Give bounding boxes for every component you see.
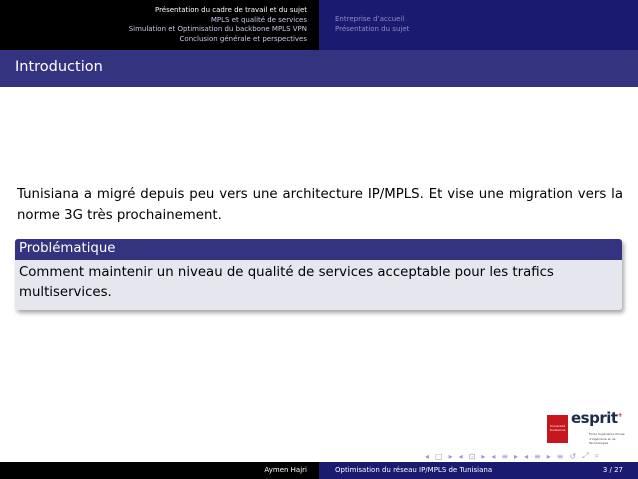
section-link-conclusion[interactable]: Conclusion générale et perspectives [179, 34, 307, 43]
footline [0, 462, 638, 479]
problem-block [15, 239, 622, 310]
back-icon[interactable]: ↺ [569, 451, 577, 461]
fullscreen-icon[interactable]: ⤢ [582, 451, 589, 460]
search-icon[interactable]: ⌕ [594, 451, 600, 460]
subsection-icon[interactable]: ⊡ [468, 451, 476, 461]
university-badge-text: Université Tunisienne [549, 424, 566, 432]
document-icon[interactable]: ≡ [534, 451, 541, 461]
footer-author: Aymen Hajri [0, 462, 319, 479]
prev-subsection-icon[interactable]: ◂ [458, 451, 463, 461]
appendix-icon[interactable]: ≡ [556, 451, 564, 461]
esprit-wordmark: esprit+ [571, 409, 623, 427]
prev-document-icon[interactable]: ◂ [524, 451, 529, 461]
footer-title: Optimisation du réseau IP/MPLS de Tunisiana [319, 462, 549, 479]
esprit-logo [547, 409, 627, 451]
headline-bar [0, 0, 638, 50]
section-link-mpls[interactable]: MPLS et qualité de services [210, 15, 307, 24]
next-document-icon[interactable]: ▸ [546, 451, 551, 461]
next-section-icon[interactable]: ▸ [514, 451, 519, 461]
footer-page-number: 3 / 27 [549, 462, 638, 479]
frame-title: Introduction [0, 50, 638, 87]
university-badge [547, 415, 568, 443]
intro-paragraph: Tunisiana a migré depuis peu vers une architecture IP/MPLS. Et vise une migration vers la norme 3G très prochainement. [17, 187, 623, 223]
subsection-link-entreprise[interactable]: Entreprise d’accueil [335, 15, 405, 23]
esprit-tagline: École Supérieure Privée d'Ingénierie et de Technologies [589, 432, 625, 445]
prev-section-icon[interactable]: ◂ [491, 451, 496, 461]
section-icon[interactable]: ≡ [501, 451, 509, 461]
subsection-link-presentation[interactable]: Présentation du sujet [335, 24, 410, 33]
prev-frame-icon[interactable]: ◂ [425, 451, 430, 461]
next-subsection-icon[interactable]: ▸ [481, 451, 486, 461]
block-title: Problématique [15, 239, 622, 260]
beamer-navigation-symbols [425, 450, 625, 462]
section-link-presentation[interactable]: Présentation du cadre de travail et du sujet [154, 6, 307, 14]
frame-icon[interactable]: □ [435, 451, 443, 461]
next-frame-icon[interactable]: ▸ [448, 451, 453, 461]
section-navigation [0, 0, 319, 50]
subsection-navigation [319, 0, 638, 50]
block-body: Comment maintenir un niveau de qualité de services acceptable pour les trafics multiservices. [15, 260, 622, 310]
section-link-simulation[interactable]: Simulation et Optimisation du backbone MPLS VPN [128, 25, 307, 33]
